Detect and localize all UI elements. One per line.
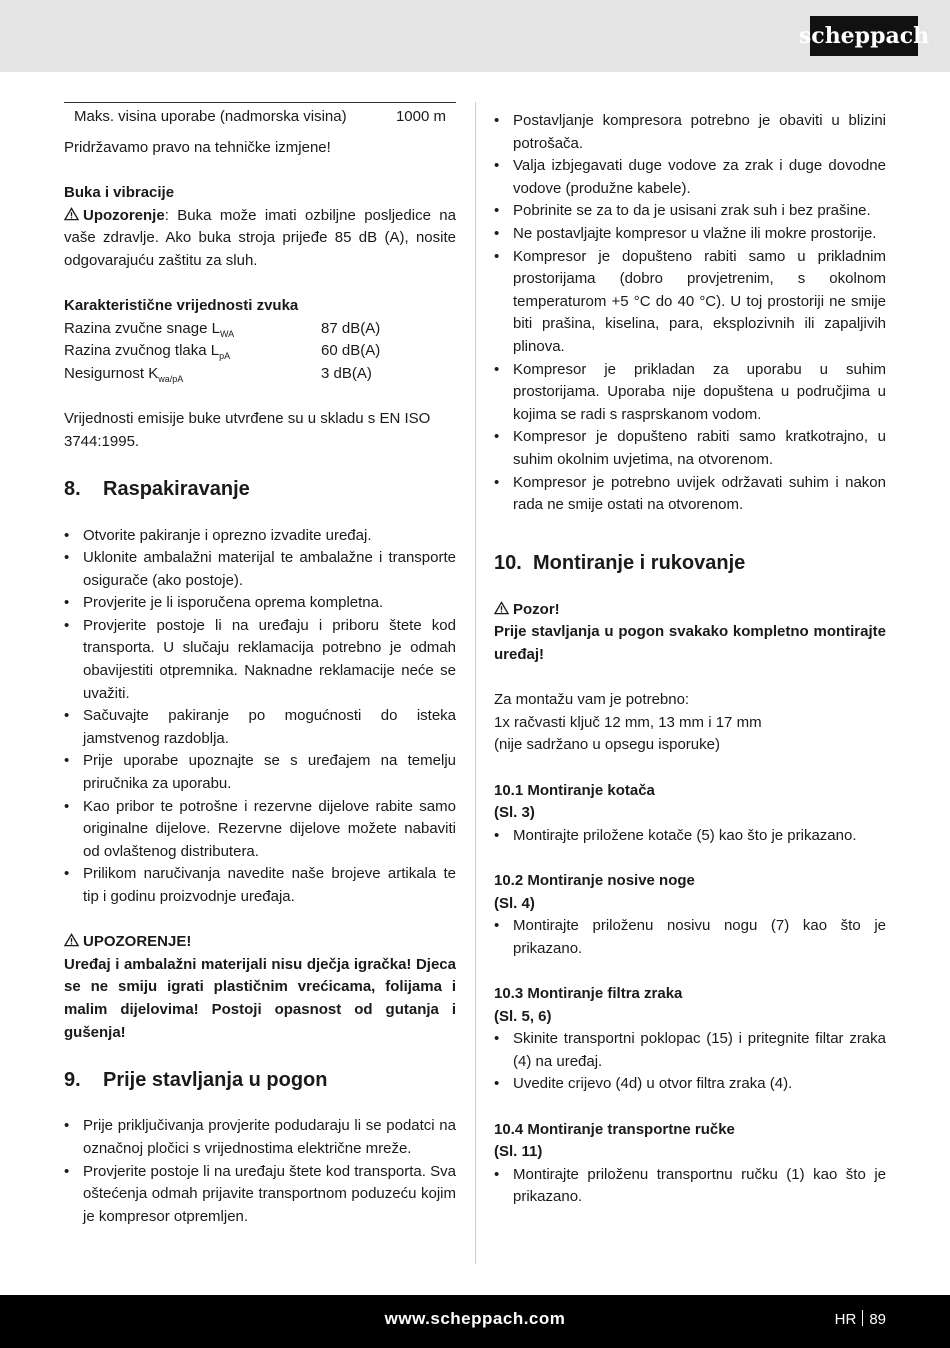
list-item: • Kao pribor te potrošne i rezervne dijelove rabite samo originalne dijelove. Rezervne dijelove možete nabaviti od ovlaštenog distributera. [64, 796, 456, 864]
page-separator [862, 1310, 863, 1326]
noise-warning-text: : Buka može imati ozbiljne posljedice na vaše zdravlje. Ako buka stroja prijeđe 85 dB (A), nosite odgovarajuću zaštitu za sluh. [64, 206, 456, 269]
list-item: • Prije priključivanja provjerite podudaraju li se podatci na označnoj pločici s vrijednostima električne mreže. [64, 1115, 456, 1160]
noise-warning-label: Upozorenje [83, 206, 165, 224]
spec-label: Maks. visina uporabe (nadmorska visina) [74, 108, 347, 125]
sound-value: 60 dB(A) [321, 342, 381, 360]
section-8-heading [64, 476, 456, 502]
sound-sub: wa/pA [158, 373, 184, 384]
list-item: • Provjerite postoje li na uređaju štete kod transporta. Sva oštećenja odmah prijavite transportnom poduzeću kojim je kompresor otpremljen. [64, 1161, 456, 1229]
page-indicator [835, 1310, 886, 1328]
spec-table [64, 102, 456, 126]
subsection-list [494, 1028, 886, 1096]
caution-title: Pozor! [513, 600, 560, 618]
subsection-list [494, 915, 886, 960]
list-item: • Prilikom naručivanja navedite naše brojeve artikala te tip i godinu proizvodnje uređaja. [64, 863, 456, 908]
page-header [0, 0, 950, 72]
list-item: • Montirajte priloženu transportnu ručku (1) kao što je prikazano. [494, 1164, 886, 1209]
list-item: • Ne postavljajte kompresor u vlažne ili mokre prostorije. [494, 223, 886, 246]
column-divider [475, 102, 476, 1264]
section-number: 9. [64, 1068, 81, 1091]
website-link[interactable]: www.scheppach.com [384, 1309, 566, 1328]
list-item: • Kompresor je dopušteno rabiti samo u prikladnim prostorijama (dobro provjetrenim, s okolnom temperaturom +5 °C do 40 °C). U toj prostoriji ne smije biti prašina, kiselina, para, eksplozivnih ili zapaljivih plinova. [494, 246, 886, 359]
list-item: • Provjerite je li isporučena oprema kompletna. [64, 592, 456, 615]
tools-line: 1x račvasti ključ 12 mm, 13 mm i 17 mm [494, 713, 762, 731]
section-title: Raspakiravanje [103, 477, 250, 500]
sound-sub: pA [219, 351, 231, 362]
subsection-ref: (Sl. 4) [494, 894, 535, 912]
warning-heading [64, 931, 456, 954]
section-9-heading [64, 1067, 456, 1093]
subsection-ref: (Sl. 3) [494, 804, 535, 822]
warning-icon [64, 207, 79, 221]
caution-text: Prije stavljanja u pogon svakako kompletno montirajte uređaj! [494, 623, 886, 664]
warning-text: Uređaj i ambalažni materijali nisu dječja igračka! Djeca se ne smiju igrati plastičnim vrećicama, folijama i malim dijelovima! Postoji opasnost od gutanja i gušenja! [64, 955, 456, 1041]
section-number: 10. [494, 552, 522, 575]
noise-warning [64, 205, 456, 273]
left-column [64, 102, 456, 1228]
language-code: HR [834, 1311, 857, 1328]
section-number: 8. [64, 477, 81, 500]
section-10-heading [494, 550, 886, 576]
list-item: • Sačuvajte pakiranje po mogućnosti do isteka jamstvenog razdoblja. [64, 705, 456, 750]
page-number: 89 [869, 1311, 886, 1328]
right-column [494, 102, 886, 1209]
sound-label: Nesigurnost K [64, 364, 159, 382]
list-item: • Kompresor je potrebno uvijek održavati suhim i nakon rada ne smije ostati na otvorenom. [494, 472, 886, 517]
list-item: • Pobrinite se za to da je usisani zrak suh i bez prašine. [494, 200, 886, 223]
section-9-list [64, 1115, 456, 1228]
subsection-list [494, 825, 886, 848]
subsection-title: 10.3 Montiranje filtra zraka [494, 984, 683, 1002]
list-item: • Provjerite postoje li na uređaju i priboru štete kod transporta. U slučaju reklamacija potrebno je odmah obavijestiti otpremnika. Naknadne reklamacije neće se uvažiti. [64, 615, 456, 705]
list-item: • Kompresor je dopušteno rabiti samo kratkotrajno, u suhim okolnim uvjetima, na otvorenom. [494, 426, 886, 471]
sound-value: 87 dB(A) [321, 319, 381, 337]
list-item: • Montirajte priloženu nosivu nogu (7) kao što je prikazano. [494, 915, 886, 960]
section-title: Prije stavljanja u pogon [103, 1068, 328, 1091]
subsection-title: 10.2 Montiranje nosive noge [494, 872, 695, 889]
sound-row [64, 363, 456, 386]
sound-value: 3 dB(A) [321, 364, 372, 382]
subsection-ref: (Sl. 5, 6) [494, 1007, 552, 1025]
sound-label: Razina zvučne snage L [64, 319, 220, 337]
section-9-list-cont [494, 110, 886, 517]
section-title: Montiranje i rukovanje [533, 552, 746, 575]
sound-label: Razina zvučnog tlaka L [64, 342, 220, 360]
section-8-list [64, 525, 456, 909]
tools-line: (nije sadržano u opsegu isporuke) [494, 736, 720, 754]
list-item: • Valja izbjegavati duge vodove za zrak i duge dovodne vodove (produžne kabele). [494, 155, 886, 200]
spec-value: 1000 m [395, 108, 446, 125]
subsection-title: 10.1 Montiranje kotača [494, 781, 655, 799]
subsection-ref: (Sl. 11) [494, 1143, 543, 1161]
warning-title: UPOZORENJE! [83, 933, 192, 951]
list-item: • Montirajte priložene kotače (5) kao što je prikazano. [494, 825, 886, 848]
rights-note: Pridržavamo pravo na tehničke izmjene! [64, 139, 331, 156]
tools-line: Za montažu vam je potrebno: [494, 691, 690, 709]
list-item: • Postavljanje kompresora potrebno je obaviti u blizini potrošača. [494, 110, 886, 155]
list-item: • Kompresor je prikladan za uporabu u suhim prostorijama. Uporaba nije dopuštena u područjima u kojima se radi s rasprskanom vodom. [494, 359, 886, 427]
sound-row [64, 340, 456, 363]
list-item: • Prije uporabe upoznajte se s uređajem na temelju priručnika za uporabu. [64, 750, 456, 795]
subsection-title: 10.4 Montiranje transportne ručke [494, 1120, 735, 1138]
brand-logo: scheppach [810, 16, 918, 56]
sound-row [64, 318, 456, 341]
table-row [64, 103, 456, 127]
sound-heading: Karakteristične vrijednosti zvuka [64, 297, 299, 315]
warning-icon [64, 933, 79, 947]
list-item: • Uklonite ambalažni materijal te ambalažne i transporte osigurače (ako postoje). [64, 547, 456, 592]
caution-heading [494, 599, 886, 622]
list-item: • Uvedite crijevo (4d) u otvor filtra zraka (4). [494, 1073, 886, 1096]
subsection-list [494, 1164, 886, 1209]
warning-icon [494, 601, 509, 615]
sound-sub: WA [219, 328, 235, 339]
list-item: • Otvorite pakiranje i oprezno izvadite uređaj. [64, 525, 456, 548]
noise-heading: Buka i vibracije [64, 184, 175, 202]
list-item: • Skinite transportni poklopac (15) i pritegnite filtar zraka (4) na uređaj. [494, 1028, 886, 1073]
page-footer [0, 1295, 950, 1348]
emission-note: Vrijednosti emisije buke utvrđene su u skladu s EN ISO 3744:1995. [64, 410, 431, 450]
